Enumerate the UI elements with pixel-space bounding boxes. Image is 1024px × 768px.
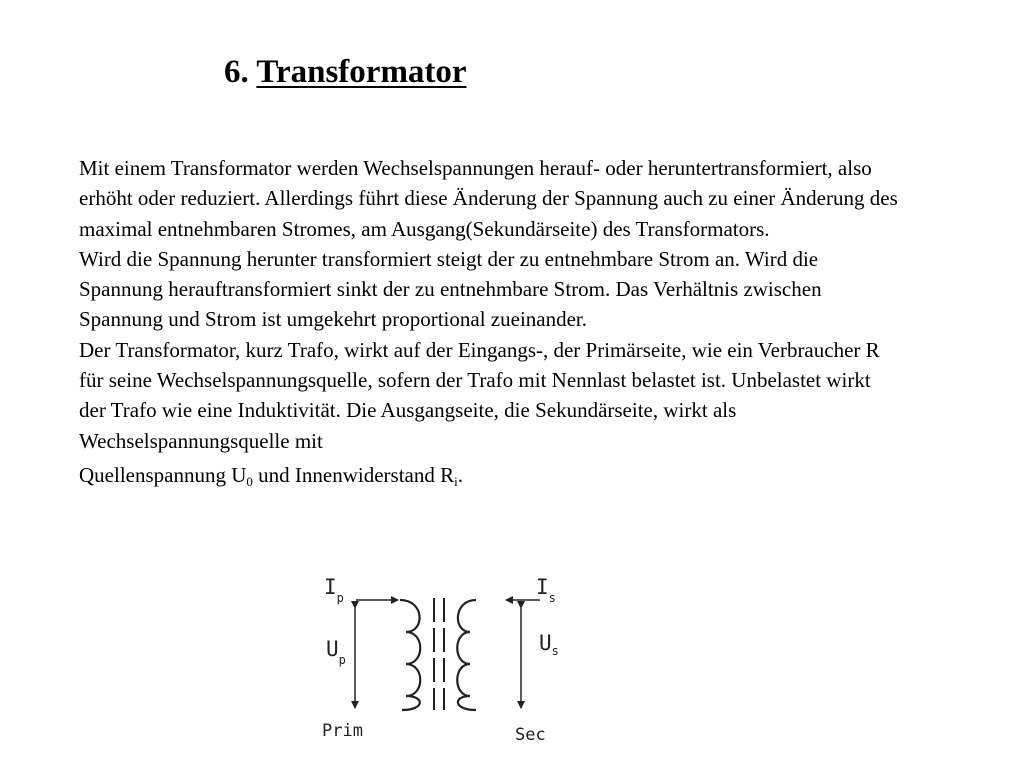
primary-coil (400, 600, 420, 710)
r-subscript: i (454, 473, 458, 489)
last-line-prefix: Quellenspannung U (79, 462, 247, 487)
last-line-suffix: . (457, 462, 463, 487)
primary-side-label: Prim (322, 721, 363, 741)
title-number: 6. (224, 54, 249, 90)
paragraph-4 (79, 460, 899, 490)
u-subscript: 0 (246, 473, 253, 489)
paragraph-3: Der Transformator, kurz Trafo, wirkt auf der Eingangs-, der Primärseite, wie ein Verbraucher R für seine Wechselspannungsquelle, sofern der Trafo mit Nennlast belastet ist. Unbelastet wirkt der Trafo wie eine Induktivität. Die Ausgangseite, die Sekundärseite, wirkt als Wechselspannungsquelle mit (79, 337, 880, 453)
secondary-coil (457, 600, 476, 710)
secondary-current-label: $I_s$ (536, 575, 556, 605)
page-title (224, 52, 467, 92)
paragraph-2: Wird die Spannung herunter transformiert steigt der zu entnehmbare Strom an. Wird die Spannung herauftransformiert sinkt der zu entnehmbare Strom. Das Verhältnis zwischen Spannung und Strom ist umgekehrt proportional zueinander. (79, 246, 822, 332)
primary-current-label: $I_p$ (324, 575, 344, 605)
transformer-diagram (310, 568, 580, 748)
title-text: Transformator (256, 54, 467, 90)
secondary-voltage-label: $U_s$ (539, 631, 559, 658)
last-line-middle: und Innenwiderstand R (252, 462, 455, 487)
body-text (79, 153, 899, 490)
secondary-side-label: Sec (515, 725, 546, 745)
paragraph-1: Mit einem Transformator werden Wechselspannungen herauf- oder heruntertransformiert, also erhöht oder reduziert. Allerdings führt diese Änderung der Spannung auch zu einer Änderung des maximal entnehmbaren Stromes, am Ausgang(Sekundärseite) des Transformators. (79, 156, 898, 241)
primary-voltage-label: $U_p$ (326, 637, 346, 667)
